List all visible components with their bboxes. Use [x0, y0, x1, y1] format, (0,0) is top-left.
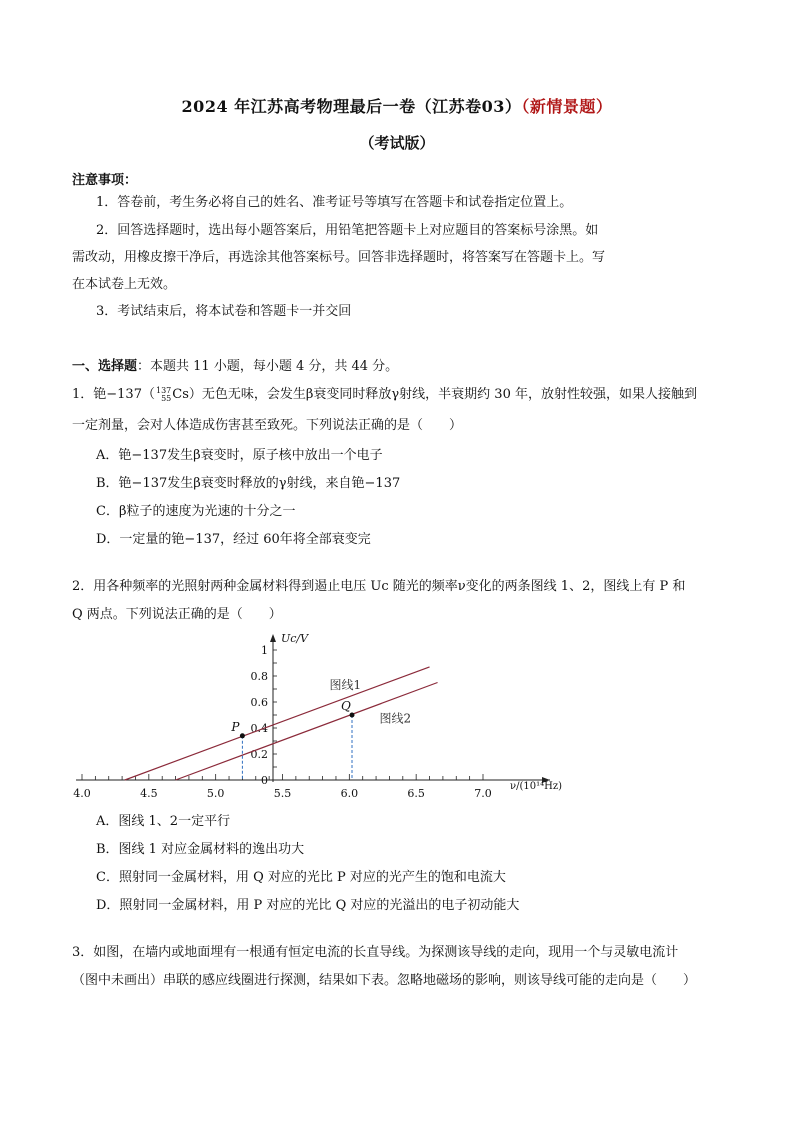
series-label-2: 图线2: [379, 711, 412, 726]
note-item: 3．考试结束后，将本试卷和答题卡一并交回: [96, 304, 352, 319]
uc-frequency-graph: [60, 630, 580, 805]
page-subtitle: （考试版）: [359, 134, 435, 152]
q2-stem-line2: Q 两点。下列说法正确的是（ ）: [72, 607, 282, 622]
q1-option-a: A．铯−137发生β衰变时，原子核中放出一个电子: [96, 448, 383, 463]
q1-option-b: B．铯−137发生β衰变时释放的γ射线，来自铯−137: [96, 476, 401, 491]
x-tick-label: 7.0: [474, 787, 492, 800]
section-label: 一、选择题: [72, 359, 138, 374]
q1-text-a: 1．铯−137（: [72, 387, 155, 402]
x-tick-label: 6.5: [407, 787, 425, 800]
series-label-1: 图线1: [329, 677, 362, 692]
x-axis-label: ν/(10¹⁴Hz): [510, 781, 562, 792]
note-item: 2．回答选择题时，选出每小题答案后，用铅笔把答题卡上对应题目的答案标号涂黑。如: [96, 223, 599, 238]
x-tick-label: 6.0: [340, 787, 359, 800]
q1-option-c: C．β粒子的速度为光速的十分之一: [96, 504, 296, 519]
title-main: 2024 年江苏高考物理最后一卷（江苏卷03）: [181, 97, 522, 116]
y-tick-label: 0.6: [250, 696, 268, 709]
y-axis-arrow: [270, 634, 276, 642]
x-tick-label: 4.0: [73, 787, 91, 800]
q2-option-d: D．照射同一金属材料，用 P 对应的光比 Q 对应的光溢出的电子初动能大: [96, 898, 520, 913]
note-item: 需改动，用橡皮擦干净后，再选涂其他答案标号。回答非选择题时，将答案写在答题卡上。写: [72, 250, 606, 265]
point-label-q: Q: [341, 699, 351, 713]
x-tick-label: 4.5: [140, 787, 158, 800]
point-q: [350, 713, 355, 718]
page-title: [0, 94, 794, 117]
y-tick-label: 0: [261, 774, 268, 787]
y-tick-label: 0.4: [250, 722, 268, 735]
section-desc: ：本题共 11 小题，每小题 4 分，共 44 分。: [137, 359, 399, 374]
q1-stem-line2: 一定剂量，会对人体造成伤害甚至致死。下列说法正确的是（ ）: [72, 418, 463, 433]
title-tag: （新情景题）: [521, 97, 613, 116]
q2-option-a: A．图线 1、2一定平行: [96, 814, 231, 829]
q3-stem-line2: （图中未画出）串联的感应线圈进行探测，结果如下表。忽略地磁场的影响，则该导线可能的走向是（ ）: [72, 973, 697, 988]
x-tick-label: 5.0: [206, 787, 225, 800]
point-label-p: P: [231, 719, 240, 734]
y-tick-label: 0.8: [250, 670, 268, 683]
section-heading: [72, 355, 398, 374]
q1-text-b: ）无色无味，会发生β衰变同时释放γ射线，半衰期约 30 年，放射性较强，如果人接触到: [188, 387, 697, 402]
q2-option-c: C．照射同一金属材料，用 Q 对应的光比 P 对应的光产生的饱和电流大: [96, 870, 506, 885]
series-line-2: [176, 683, 438, 781]
y-axis-label: Uc/V: [281, 632, 309, 645]
element-symbol: Cs: [172, 387, 189, 402]
y-tick-label: 0.2: [250, 748, 268, 761]
q1-option-d: D．一定量的铯−137，经过 60年将全部衰变完: [96, 532, 371, 547]
note-item: 1．答卷前，考生务必将自己的姓名、准考证号等填写在答题卡和试卷指定位置上。: [96, 195, 573, 210]
notes-heading: 注意事项：: [72, 173, 138, 188]
q2-stem-line1: 2．用各种频率的光照射两种金属材料得到遏止电压 Uc 随光的频率ν变化的两条图线 1、2，图线上有 P 和: [72, 579, 686, 594]
mass-number: 137: [155, 385, 172, 395]
point-p: [240, 733, 245, 738]
x-tick-label: 5.5: [273, 787, 292, 800]
q3-stem-line1: 3．如图，在墙内或地面埋有一根通有恒定电流的长直导线。为探测该导线的走向，现用一个与灵敏电流计: [72, 945, 679, 960]
q1-stem-line1: [72, 386, 697, 404]
q2-option-b: B．图线 1 对应金属材料的逸出功大: [96, 842, 305, 857]
note-item: 在本试卷上无效。: [72, 277, 177, 292]
nuclide-notation: [156, 387, 171, 403]
y-tick-label: 1: [261, 644, 268, 657]
atomic-number: 55: [161, 393, 172, 403]
